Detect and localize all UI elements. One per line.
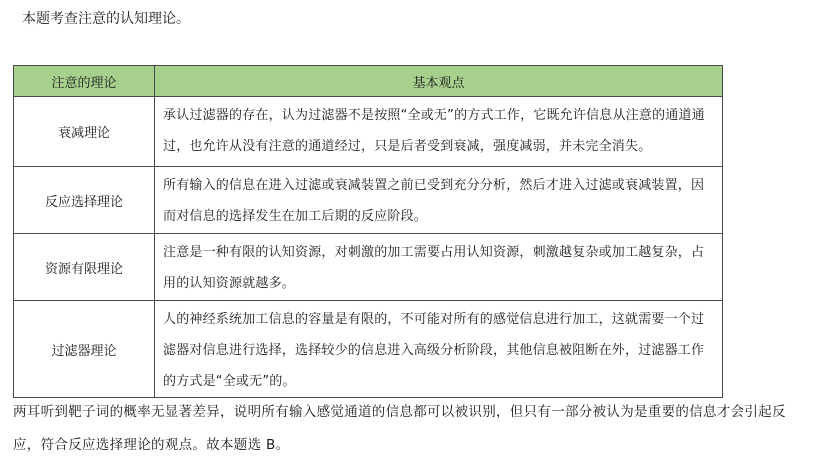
table-row xyxy=(14,167,723,234)
theory-name-cell: 衰减理论 xyxy=(14,97,155,167)
theory-view-cell: 注意是一种有限的认知资源，对刺激的加工需要占用认知资源，刺激越复杂或加工越复杂，占用的认知资源就越多。 xyxy=(155,234,723,301)
theory-name-cell: 过滤器理论 xyxy=(14,301,155,398)
table-row xyxy=(14,301,723,398)
header-basic-view: 基本观点 xyxy=(155,66,723,97)
theory-table xyxy=(13,65,723,398)
header-theory-name: 注意的理论 xyxy=(14,66,155,97)
table-header-row xyxy=(14,66,723,97)
conclusion-text: 两耳听到靶子词的概率无显著差异，说明所有输入感觉通道的信息都可以被识别，但只有一部分被认为是重要的信息才会引起反应，符合反应选择理论的观点。故本题选 B。 xyxy=(13,404,786,453)
theory-view-cell: 人的神经系统加工信息的容量是有限的，不可能对所有的感觉信息进行加工，这就需要一个过滤器对信息进行选择，选择较少的信息进入高级分析阶段，其他信息被阻断在外，过滤器工作的方式是“全或无”的。 xyxy=(155,301,723,398)
table-row xyxy=(14,97,723,167)
theory-view-cell: 所有输入的信息在进入过滤或衰减装置之前已受到充分分析，然后才进入过滤或衰减装置，因而对信息的选择发生在加工后期的反应阶段。 xyxy=(155,167,723,234)
theory-view-cell: 承认过滤器的存在，认为过滤器不是按照“全或无”的方式工作，它既允许信息从注意的通道通过，也允许从没有注意的通道经过，只是后者受到衰减，强度减弱，并未完全消失。 xyxy=(155,97,723,167)
table-row xyxy=(14,234,723,301)
theory-name-cell: 反应选择理论 xyxy=(14,167,155,234)
theory-name-cell: 资源有限理论 xyxy=(14,234,155,301)
intro-text: 本题考查注意的认知理论。 xyxy=(22,11,190,27)
